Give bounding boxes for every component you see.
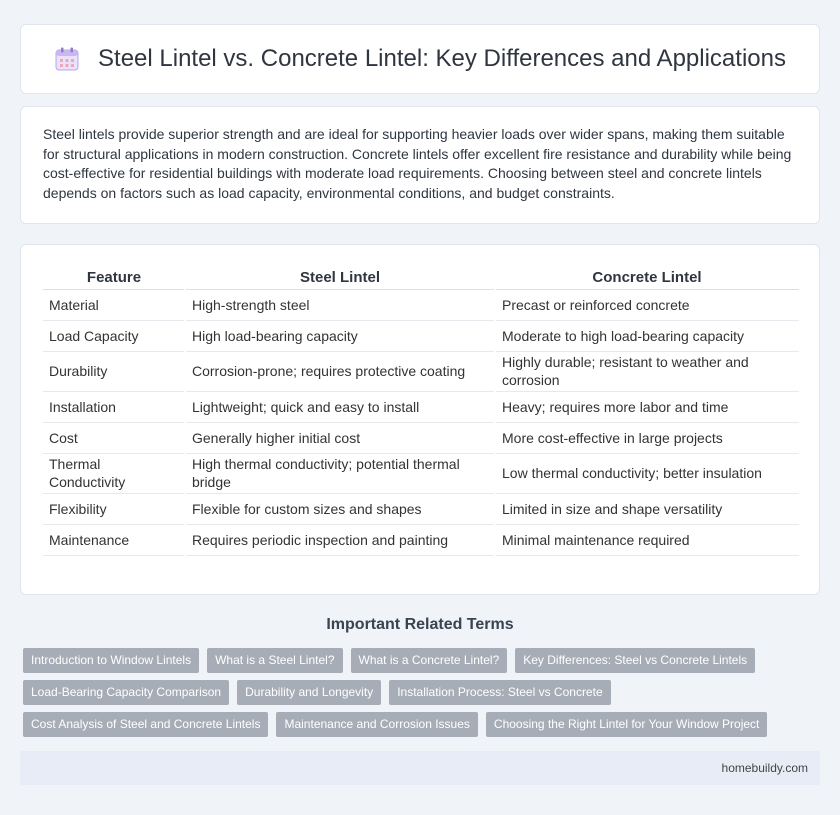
- table-row: [43, 351, 799, 391]
- table-header-row: [43, 267, 799, 289]
- header-feature: Feature: [43, 267, 185, 289]
- concrete-cell: More cost-effective in large projects: [495, 422, 799, 453]
- related-term-link[interactable]: Choosing the Right Lintel for Your Window Project: [486, 712, 767, 737]
- intro-card: [20, 106, 820, 224]
- table-row: [43, 524, 799, 555]
- calendar-icon: [54, 46, 80, 72]
- feature-cell: Flexibility: [43, 493, 185, 524]
- header-card: [20, 24, 820, 94]
- related-term-link[interactable]: Load-Bearing Capacity Comparison: [23, 680, 229, 705]
- feature-cell: Installation: [43, 391, 185, 422]
- feature-cell: Durability: [43, 351, 185, 391]
- related-term-link[interactable]: Introduction to Window Lintels: [23, 648, 199, 673]
- steel-cell: Lightweight; quick and easy to install: [185, 391, 495, 422]
- comparison-table-card: [20, 244, 820, 595]
- related-term-link[interactable]: Cost Analysis of Steel and Concrete Lintels: [23, 712, 268, 737]
- header-steel-lintel: Steel Lintel: [185, 267, 495, 289]
- table-row: [43, 422, 799, 453]
- steel-cell: High thermal conductivity; potential thermal bridge: [185, 453, 495, 493]
- related-term-link[interactable]: What is a Steel Lintel?: [207, 648, 342, 673]
- steel-cell: High load-bearing capacity: [185, 320, 495, 351]
- table-row: [43, 320, 799, 351]
- table-row: [43, 453, 799, 493]
- concrete-cell: Limited in size and shape versatility: [495, 493, 799, 524]
- feature-cell: Load Capacity: [43, 320, 185, 351]
- related-term-link[interactable]: Maintenance and Corrosion Issues: [276, 712, 477, 737]
- page-title: Steel Lintel vs. Concrete Lintel: Key Differences and Applications: [98, 45, 786, 72]
- intro-text: Steel lintels provide superior strength and are ideal for supporting heavier loads over wider spans, making them suitable for structural applications in modern construction. Concrete lintels offer excellent fire resistance and durability while being cost-effective for residential buildings with moderate load requirements. Choosing between steel and concrete lintels depends on factors such as load capacity, environmental conditions, and budget constraints.: [43, 126, 792, 201]
- footer-site-link[interactable]: homebuildy.com: [721, 761, 808, 775]
- concrete-cell: Moderate to high load-bearing capacity: [495, 320, 799, 351]
- concrete-cell: Minimal maintenance required: [495, 524, 799, 555]
- concrete-cell: Highly durable; resistant to weather and corrosion: [495, 351, 799, 391]
- footer: [20, 751, 820, 785]
- steel-cell: High-strength steel: [185, 289, 495, 320]
- steel-cell: Corrosion-prone; requires protective coating: [185, 351, 495, 391]
- steel-cell: Generally higher initial cost: [185, 422, 495, 453]
- steel-cell: Flexible for custom sizes and shapes: [185, 493, 495, 524]
- related-terms-title: Important Related Terms: [326, 616, 514, 633]
- header-concrete-lintel: Concrete Lintel: [495, 267, 799, 289]
- table-row: [43, 493, 799, 524]
- related-term-link[interactable]: Installation Process: Steel vs Concrete: [389, 680, 610, 705]
- feature-cell: Thermal Conductivity: [43, 453, 185, 493]
- table-row: [43, 289, 799, 320]
- concrete-cell: Low thermal conductivity; better insulation: [495, 453, 799, 493]
- feature-cell: Material: [43, 289, 185, 320]
- related-terms-list: [23, 648, 823, 744]
- table-row: [43, 391, 799, 422]
- related-term-link[interactable]: What is a Concrete Lintel?: [351, 648, 508, 673]
- related-term-link[interactable]: Key Differences: Steel vs Concrete Lintels: [515, 648, 755, 673]
- concrete-cell: Heavy; requires more labor and time: [495, 391, 799, 422]
- comparison-table: [43, 267, 799, 556]
- feature-cell: Maintenance: [43, 524, 185, 555]
- related-term-link[interactable]: Durability and Longevity: [237, 680, 381, 705]
- feature-cell: Cost: [43, 422, 185, 453]
- steel-cell: Requires periodic inspection and painting: [185, 524, 495, 555]
- concrete-cell: Precast or reinforced concrete: [495, 289, 799, 320]
